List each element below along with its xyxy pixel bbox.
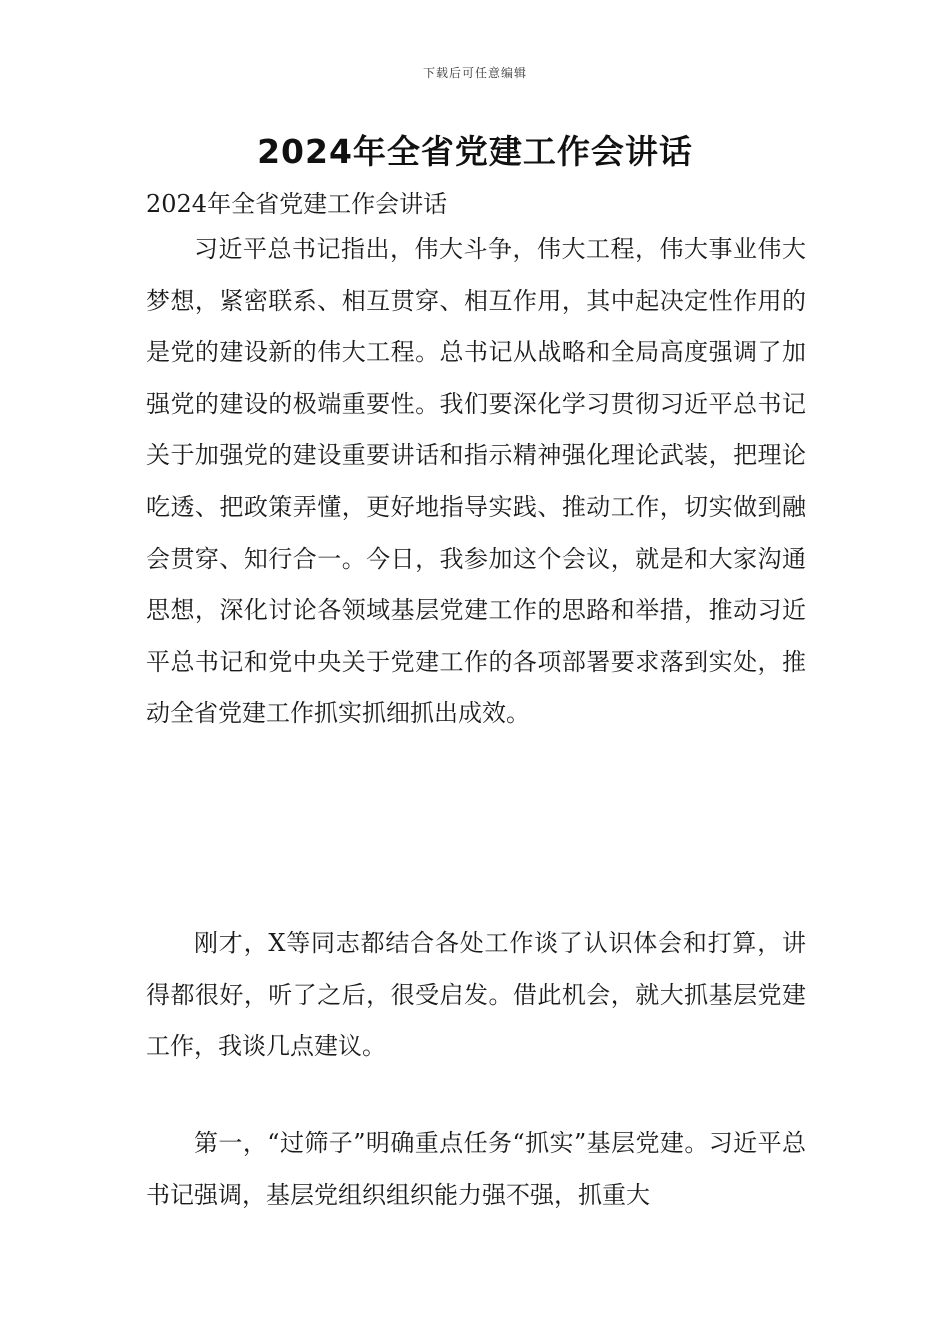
document-title: 2024年全省党建工作会讲话 <box>257 132 693 171</box>
paragraph: 习近平总书记指出，伟大斗争，伟大工程，伟大事业伟大梦想，紧密联系、相互贯穿、相互作用，其中起决定性作用的是党的建设新的伟大工程。总书记从战略和全局高度强调了加强党的建设的极端重要性。我们要深化学习贯彻习近平总书记关于加强党的建设重要讲话和指示精神强化理论武装，把理论吃透、把政策弄懂，更好地指导实践、推动工作，切实做到融会贯穿、知行合一。今日，我参加这个会议，就是和大家沟通思想，深化讨论各领域基层党建工作的思路和举措，推动习近平总书记和党中央关于党建工作的各项部署要求落到实处，推动全省党建工作抓实抓细抓出成效。 <box>146 235 806 728</box>
document-subtitle: 2024年全省党建工作会讲话 <box>146 190 448 218</box>
paragraph: 刚才，X等同志都结合各处工作谈了认识体会和打算，讲得都很好，听了之后，很受启发。借此机会，就大抓基层党建工作，我谈几点建议。 <box>146 929 806 1061</box>
paragraph: 第一，“过筛子”明确重点任务“抓实”基层党建。习近平总书记强调，基层党组织组织能力强不强，抓重大 <box>146 1129 806 1209</box>
header-note: 下载后可任意编辑 <box>422 66 527 80</box>
